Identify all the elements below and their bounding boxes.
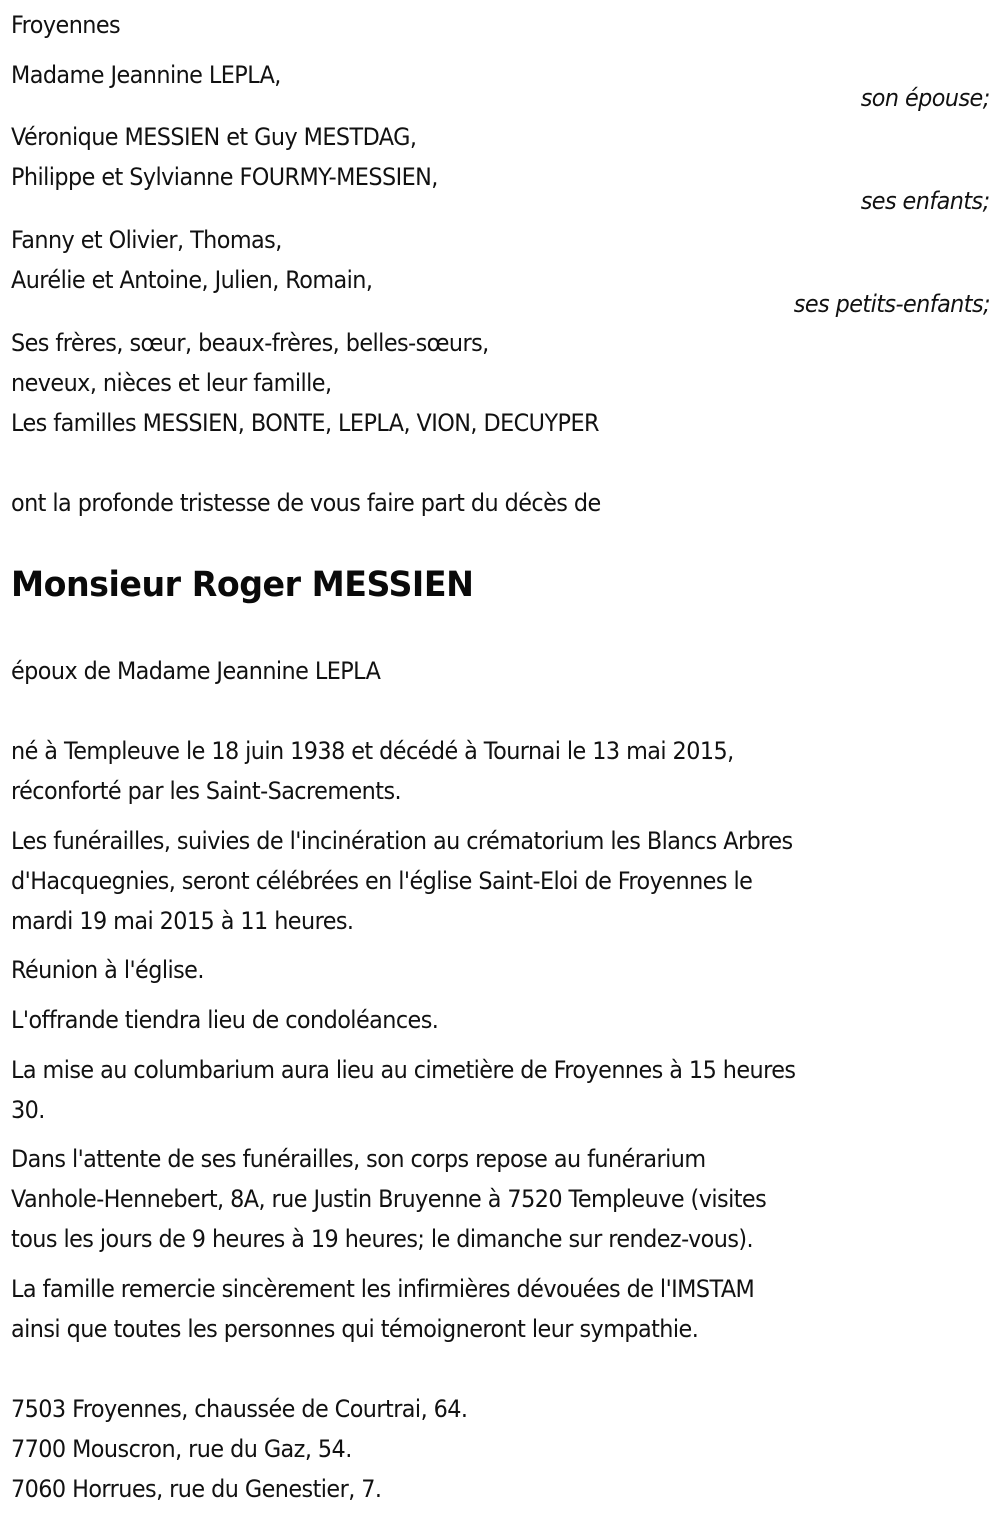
columbarium-line: 30.: [11, 1096, 45, 1124]
columbarium-line: La mise au columbarium aura lieu au cimetière de Froyennes à 15 heures: [11, 1056, 796, 1084]
relatives-line: Ses frères, sœur, beaux-frères, belles-sœurs,: [11, 329, 489, 357]
spouse-role: son épouse;: [861, 84, 990, 112]
birth-death-line: né à Templeuve le 18 juin 1938 et décédé à Tournai le 13 mai 2015,: [11, 737, 734, 765]
funeral-line: mardi 19 mai 2015 à 11 heures.: [11, 907, 354, 935]
meeting-line: Réunion à l'église.: [11, 956, 204, 984]
thanks-line: ainsi que toutes les personnes qui témoigneront leur sympathie.: [11, 1315, 699, 1343]
grandchild-names: Aurélie et Antoine, Julien, Romain,: [11, 266, 373, 294]
grandchildren-role: ses petits-enfants;: [793, 290, 990, 318]
sacraments-line: réconforté par les Saint-Sacrements.: [11, 777, 402, 805]
relatives-line: neveux, nièces et leur famille,: [11, 369, 332, 397]
announcement-text: ont la profonde tristesse de vous faire part du décès de: [11, 489, 601, 517]
address-line: 7700 Mouscron, rue du Gaz, 54.: [11, 1435, 352, 1463]
thanks-line: La famille remercie sincèrement les infirmières dévouées de l'IMSTAM: [11, 1275, 755, 1303]
address-line: 7503 Froyennes, chaussée de Courtrai, 64.: [11, 1395, 468, 1423]
child-name: Véronique MESSIEN et Guy MESTDAG,: [11, 123, 417, 151]
deceased-name: Monsieur Roger MESSIEN: [11, 565, 474, 605]
visitation-line: Vanhole-Hennebert, 8A, rue Justin Bruyenne à 7520 Templeuve (visites: [11, 1185, 767, 1213]
offering-line: L'offrande tiendra lieu de condoléances.: [11, 1006, 439, 1034]
funeral-line: Les funérailles, suivies de l'incinération au crématorium les Blancs Arbres: [11, 827, 793, 855]
funeral-line: d'Hacquegnies, seront célébrées en l'église Saint-Eloi de Froyennes le: [11, 867, 753, 895]
place-heading: Froyennes: [11, 11, 121, 39]
children-role: ses enfants;: [861, 187, 990, 215]
address-line: 7060 Horrues, rue du Genestier, 7.: [11, 1475, 382, 1503]
visitation-line: Dans l'attente de ses funérailles, son corps repose au funérarium: [11, 1145, 706, 1173]
visitation-line: tous les jours de 9 heures à 19 heures; le dimanche sur rendez-vous).: [11, 1225, 754, 1253]
child-name: Philippe et Sylvianne FOURMY-MESSIEN,: [11, 163, 438, 191]
deceased-spouse-line: époux de Madame Jeannine LEPLA: [11, 657, 381, 685]
families-line: Les familles MESSIEN, BONTE, LEPLA, VION, DECUYPER: [11, 409, 599, 437]
grandchild-names: Fanny et Olivier, Thomas,: [11, 226, 282, 254]
spouse-name: Madame Jeannine LEPLA,: [11, 61, 281, 89]
